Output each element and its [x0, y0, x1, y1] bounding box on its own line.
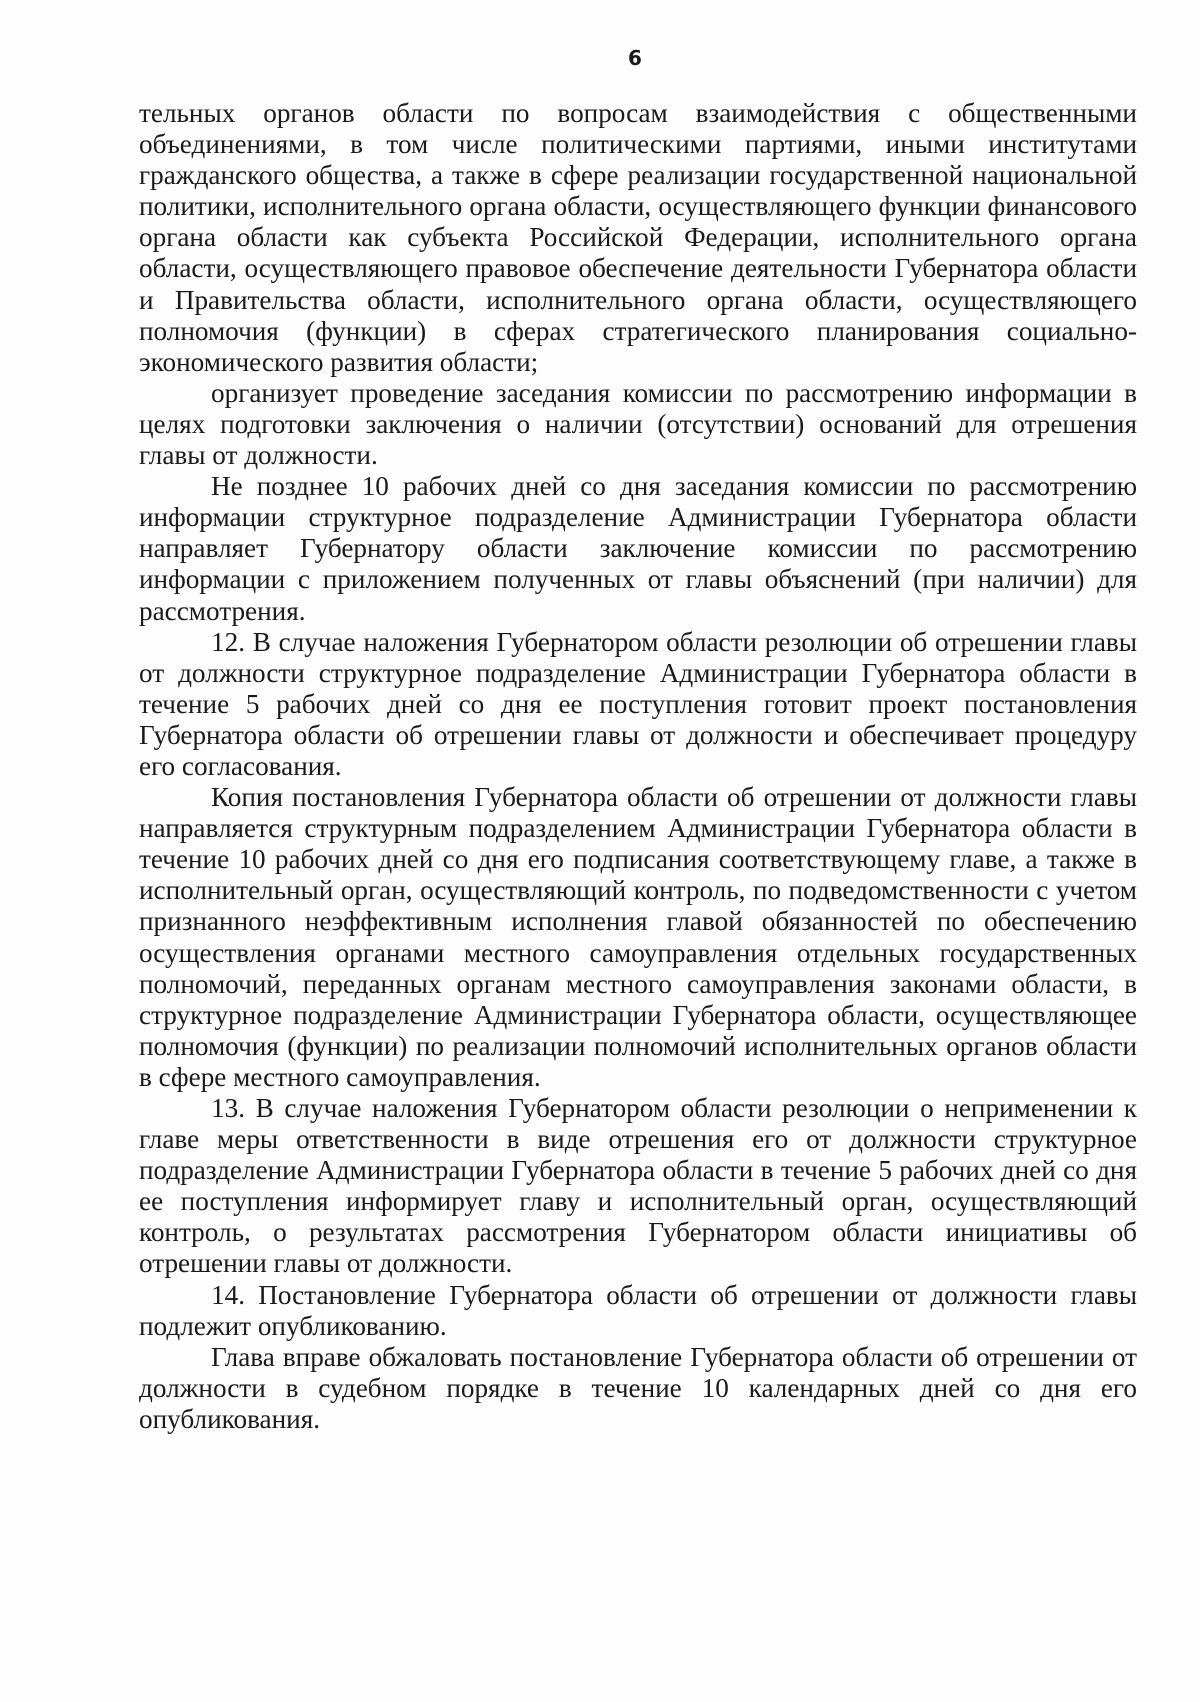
- document-body: [139, 98, 1137, 1435]
- page-number: 6: [628, 46, 642, 70]
- paragraph: 12. В случае наложения Губернатором области резолюции об отрешении главы от должности структурное подразделение Администрации Губернатора области в течение 5 рабочих дней со дня ее поступления готовит проект постановления Губернатора области об отрешении главы от должности и обеспечивает процедуру его согласования.: [139, 626, 1137, 781]
- paragraph: Копия постановления Губернатора области об отрешении от должности главы направляется структурным подразделением Администрации Губернатора области в течение 10 рабочих дней со дня его подписания соответствующему главе, а также в исполнительный орган, осуществляющий контроль, по подведомственности с учетом признанного неэффективным исполнения главой обязанностей по обеспечению осуществления органами местного самоуправления отдельных государственных полномочий, переданных органам местного самоуправления законами области, в структурное подразделение Администрации Губернатора области, осуществляющее полномочия (функции) по реализации полномочий исполнительных органов области в сфере местного самоуправления.: [139, 782, 1137, 1092]
- paragraph: Не позднее 10 рабочих дней со дня заседания комиссии по рассмотрению информации структурное подразделение Администрации Губернатора области направляет Губернатору области заключение комиссии по рассмотрению информации с приложением полученных от главы объяснений (при наличии) для рассмотрения.: [139, 471, 1137, 626]
- paragraph: 14. Постановление Губернатора области об отрешении от должности главы подлежит опубликованию.: [139, 1279, 1137, 1341]
- paragraph: Глава вправе обжаловать постановление Губернатора области об отрешении от должности в судебном порядке в течение 10 календарных дней со дня его опубликования.: [139, 1341, 1137, 1434]
- paragraph: 13. В случае наложения Губернатором области резолюции о неприменении к главе меры ответственности в виде отрешения его от должности структурное подразделение Администрации Губернатора области в течение 5 рабочих дней со дня ее поступления информирует главу и исполнительный орган, осуществляющий контроль, о результатах рассмотрения Губернатором области инициативы об отрешении главы от должности.: [139, 1093, 1137, 1279]
- paragraph: организует проведение заседания комиссии по рассмотрению информации в целях подготовки заключения о наличии (отсутствии) оснований для отрешения главы от должности.: [139, 377, 1137, 471]
- paragraph: тельных органов области по вопросам взаимодействия с общественными объединениями, в том числе политическими партиями, иными институтами гражданского общества, а также в сфере реализации государственной национальной политики, исполнительного органа области, осуществляющего функции финансового органа области как субъекта Российской Федерации, исполнительного органа области, осуществляющего правовое обеспечение деятельности Губернатора области и Правительства области, исполнительного органа области, осуществляющего полномочия (функции) в сферах стратегического планирования социально-экономического развития области;: [139, 98, 1137, 377]
